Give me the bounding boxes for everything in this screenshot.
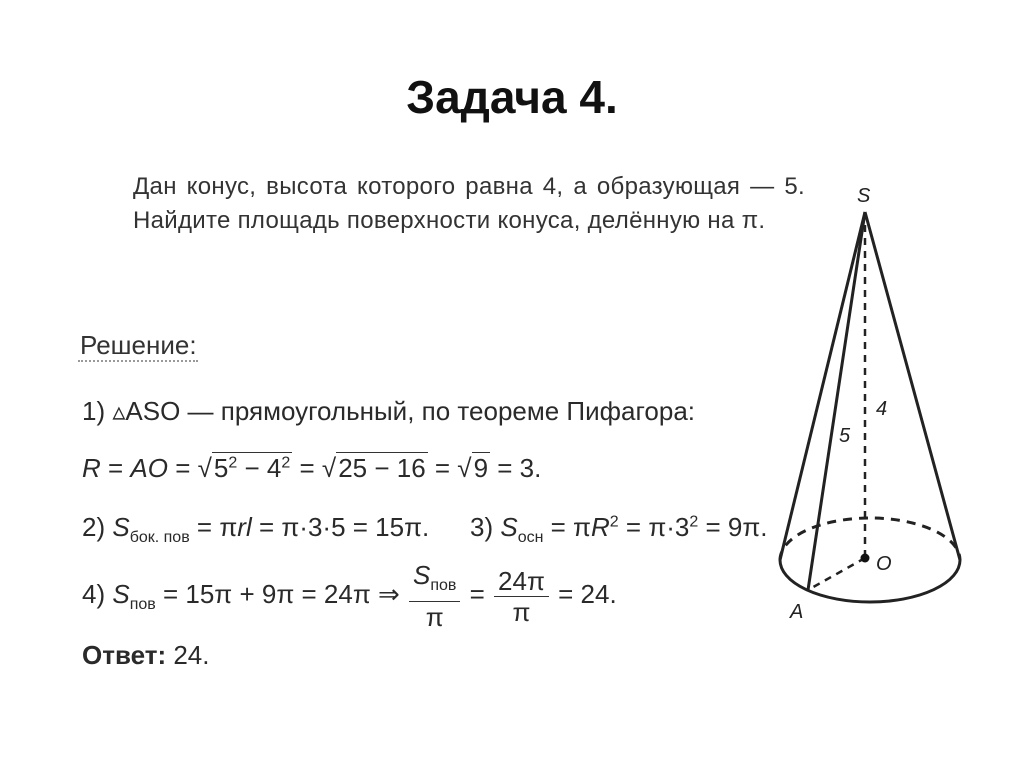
answer <box>82 640 210 671</box>
solution-heading: Решение: <box>80 330 197 360</box>
cone-diagram <box>760 170 980 630</box>
step3: 3) $S_{осн} = \pi R^2 = \pi\cdot 3^2 = 9\pi$. <box>470 512 768 547</box>
cone-left-side <box>780 212 865 560</box>
page-title: Задача 4. <box>406 71 618 123</box>
center-point <box>861 554 870 563</box>
problem-statement: Дан конус, высота которого равна 4, а образующая — 5. Найдите площадь поверхности конуса, делённую на π. <box>133 173 805 234</box>
vertex-label: S <box>857 185 871 207</box>
answer-value: 24. <box>173 640 210 670</box>
cone-right-side <box>865 212 960 560</box>
fraction-spov: $\frac{S_{пов}}{\pi}$ <box>409 560 460 632</box>
step4: 4) $S_{пов} = 15\pi + 9\pi = 24\pi$ ⇒ $\frac{S_{пов}}{\pi}$ = $\frac{24\pi}{\pi}$ = 24. <box>82 560 617 633</box>
center-label: O <box>876 553 892 575</box>
solution-underline <box>78 360 198 362</box>
height-label: 4 <box>876 398 888 420</box>
step1-text: 1) ▵ASO — прямоугольный, по теореме Пифагора: <box>82 396 696 426</box>
slant-line-sa <box>808 212 865 590</box>
slant-label: 5 <box>839 425 851 447</box>
step1-calc: R = AO = $√5^2 - 4^2 = √25 - 16 = √9 = 3$. <box>82 453 542 483</box>
step2: 2) $S_{бок. пов} = \pi rl = \pi\cdot 3\cdot 5 = 15\pi$. <box>82 512 430 547</box>
radius-line-oa <box>808 558 865 590</box>
point-a-label: A <box>790 601 804 623</box>
base-back-arc <box>780 518 960 560</box>
step1-intro <box>82 396 695 427</box>
base-front-arc <box>780 560 960 602</box>
fraction-24pi: $\frac{24\pi}{\pi}$ <box>494 566 549 627</box>
answer-label: Ответ: <box>82 640 167 670</box>
